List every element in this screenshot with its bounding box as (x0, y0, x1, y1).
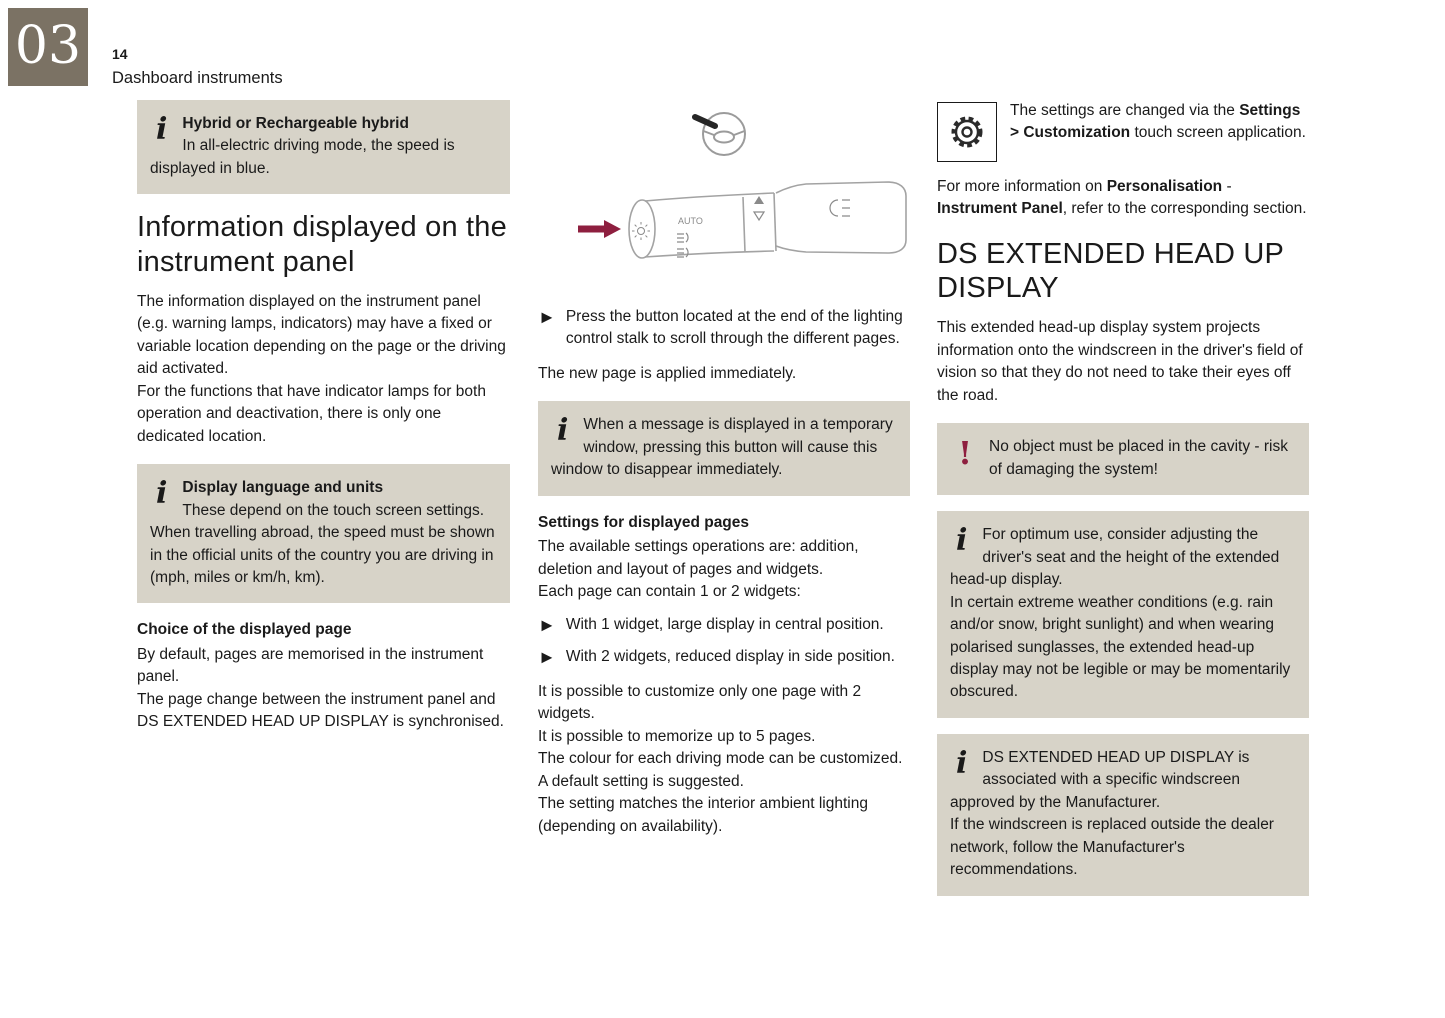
text-segment-bold: Settings > Customization (1010, 102, 1301, 142)
section-heading: DS EXTENDED HEAD UP DISPLAY (937, 237, 1284, 305)
instruction-text: Press the button located at the end of the lighting control stalk to scroll through the different pages. (565, 308, 903, 348)
text-segment: The settings are changed via the (1010, 102, 1240, 119)
text-segment: - (1222, 178, 1232, 195)
steering-wheel-icon (703, 113, 745, 155)
info-box-body: These depend on the touch screen settings. When travelling abroad, the speed must be shown in the official units of the country you are driving in (mph, miles or km/h, km). (150, 501, 495, 586)
warning-icon: ! (958, 434, 973, 473)
paragraph (937, 176, 1309, 221)
paragraph: This extended head-up display system projects information onto the windscreen in the driver's field of vision so that they do not need to take their eyes off the road. (937, 319, 1303, 404)
arrow-bullet-icon: ► (538, 647, 556, 668)
arrow-bullet-icon: ► (538, 307, 556, 327)
column-right (937, 100, 1309, 912)
info-box-title: Hybrid or Rechargeable hybrid (182, 115, 409, 132)
info-box-body: In all-electric driving mode, the speed is displayed in blue. (150, 137, 455, 177)
text-segment: For more information on (937, 178, 1107, 195)
paragraph: The page change between the instrument panel and DS EXTENDED HEAD UP DISPLAY is synchronised. (137, 690, 504, 731)
chapter-number: 03 (14, 16, 82, 77)
scroll-up-icon (754, 196, 764, 204)
info-box-hybrid (137, 100, 510, 194)
column-left (137, 100, 510, 734)
paragraph: It is possible to customize only one page with 2 widgets. (538, 682, 862, 723)
text-segment-bold: Personalisation (1106, 178, 1223, 195)
info-icon: i (956, 745, 968, 781)
gear-icon (937, 102, 997, 162)
paragraph-group (538, 681, 910, 838)
paragraph: The colour for each driving mode can be customized. A default setting is suggested. (538, 750, 903, 790)
info-box-body: When a message is displayed in a temporary window, pressing this button will cause this window to disappear immediately. (551, 416, 893, 479)
column-middle (538, 100, 910, 838)
paragraph: The setting matches the interior ambient lighting (depending on availability). (538, 795, 868, 835)
chapter-title: Dashboard instruments (112, 69, 283, 88)
page-header (112, 44, 283, 91)
subheading: Choice of the displayed page (137, 621, 352, 639)
instruction-bullet (538, 646, 910, 669)
paragraph: Each page can contain 1 or 2 widgets: (538, 583, 801, 601)
info-box-body: In certain extreme weather conditions (e.g. rain and/or snow, bright sunlight) and when wearing polarised sunglasses, the extended head-up display may not be legible or may be momentarily obscured. (950, 593, 1291, 701)
fog-light-icon (830, 200, 850, 216)
settings-note-text (1010, 102, 1306, 141)
info-box-language (137, 464, 510, 603)
text-segment: touch screen application. (1130, 124, 1306, 142)
stalk-tip-mark (695, 117, 715, 126)
light-dial-icon (632, 222, 650, 240)
paragraph: The new page is applied immediately. (538, 364, 797, 382)
lighting-stalk-illustration (538, 100, 910, 296)
info-icon: i (156, 112, 168, 147)
arrow-bullet-icon: ► (538, 614, 556, 635)
text-segment: , refer to the corresponding section. (1062, 200, 1307, 218)
info-icon: i (956, 523, 968, 559)
info-box-message (538, 401, 910, 495)
illustration-container (538, 100, 910, 296)
paragraph: For the functions that have indicator lamps for both operation and deactivation, there is only one dedicated location. (137, 382, 486, 445)
paragraph: It is possible to memorize up to 5 pages. (538, 727, 816, 745)
info-box-title: Display language and units (182, 479, 384, 497)
auto-mode-label: AUTO (678, 216, 703, 226)
info-box-windscreen (937, 734, 1309, 896)
paragraph: By default, pages are memorised in the instrument panel. (137, 645, 484, 686)
info-icon: i (557, 413, 569, 449)
section-heading: Information displayed on the instrument panel (137, 211, 507, 278)
subheading: Settings for displayed pages (538, 513, 750, 531)
instruction-text: With 1 widget, large display in central position. (565, 615, 884, 633)
settings-note (937, 100, 1309, 168)
page-number: 14 (112, 46, 128, 62)
instruction-bullet (538, 614, 910, 637)
paragraph: The information displayed on the instrument panel (e.g. warning lamps, indicators) may have a fixed or variable location depending on the page or the driving aid activated. (137, 292, 506, 378)
info-box-body: For optimum use, consider adjusting the driver's seat and the height of the extended head-up display. (950, 526, 1280, 589)
main-beam-icon (677, 248, 688, 257)
stalk-body (629, 182, 906, 258)
chapter-number-badge (8, 8, 88, 86)
dipped-beam-icon (677, 233, 688, 242)
text-segment-bold: Instrument Panel (937, 200, 1063, 218)
info-icon: i (156, 476, 168, 512)
info-box-body: If the windscreen is replaced outside the dealer network, follow the Manufacturer's recommendations. (950, 816, 1274, 879)
paragraph: The available settings operations are: addition, deletion and layout of pages and widgets. (538, 538, 859, 578)
pointer-arrow-icon (578, 220, 621, 238)
instruction-text: With 2 widgets, reduced display in side position. (565, 648, 895, 666)
warning-box-body: No object must be placed in the cavity - risk of damaging the system! (989, 438, 1288, 478)
instruction-bullet (538, 306, 910, 351)
info-box-body: DS EXTENDED HEAD UP DISPLAY is associated with a specific windscreen approved by the Manufacturer. (950, 748, 1250, 811)
warning-box (937, 423, 1309, 495)
info-box-optimum-use (937, 511, 1309, 718)
scroll-down-icon (754, 212, 764, 220)
